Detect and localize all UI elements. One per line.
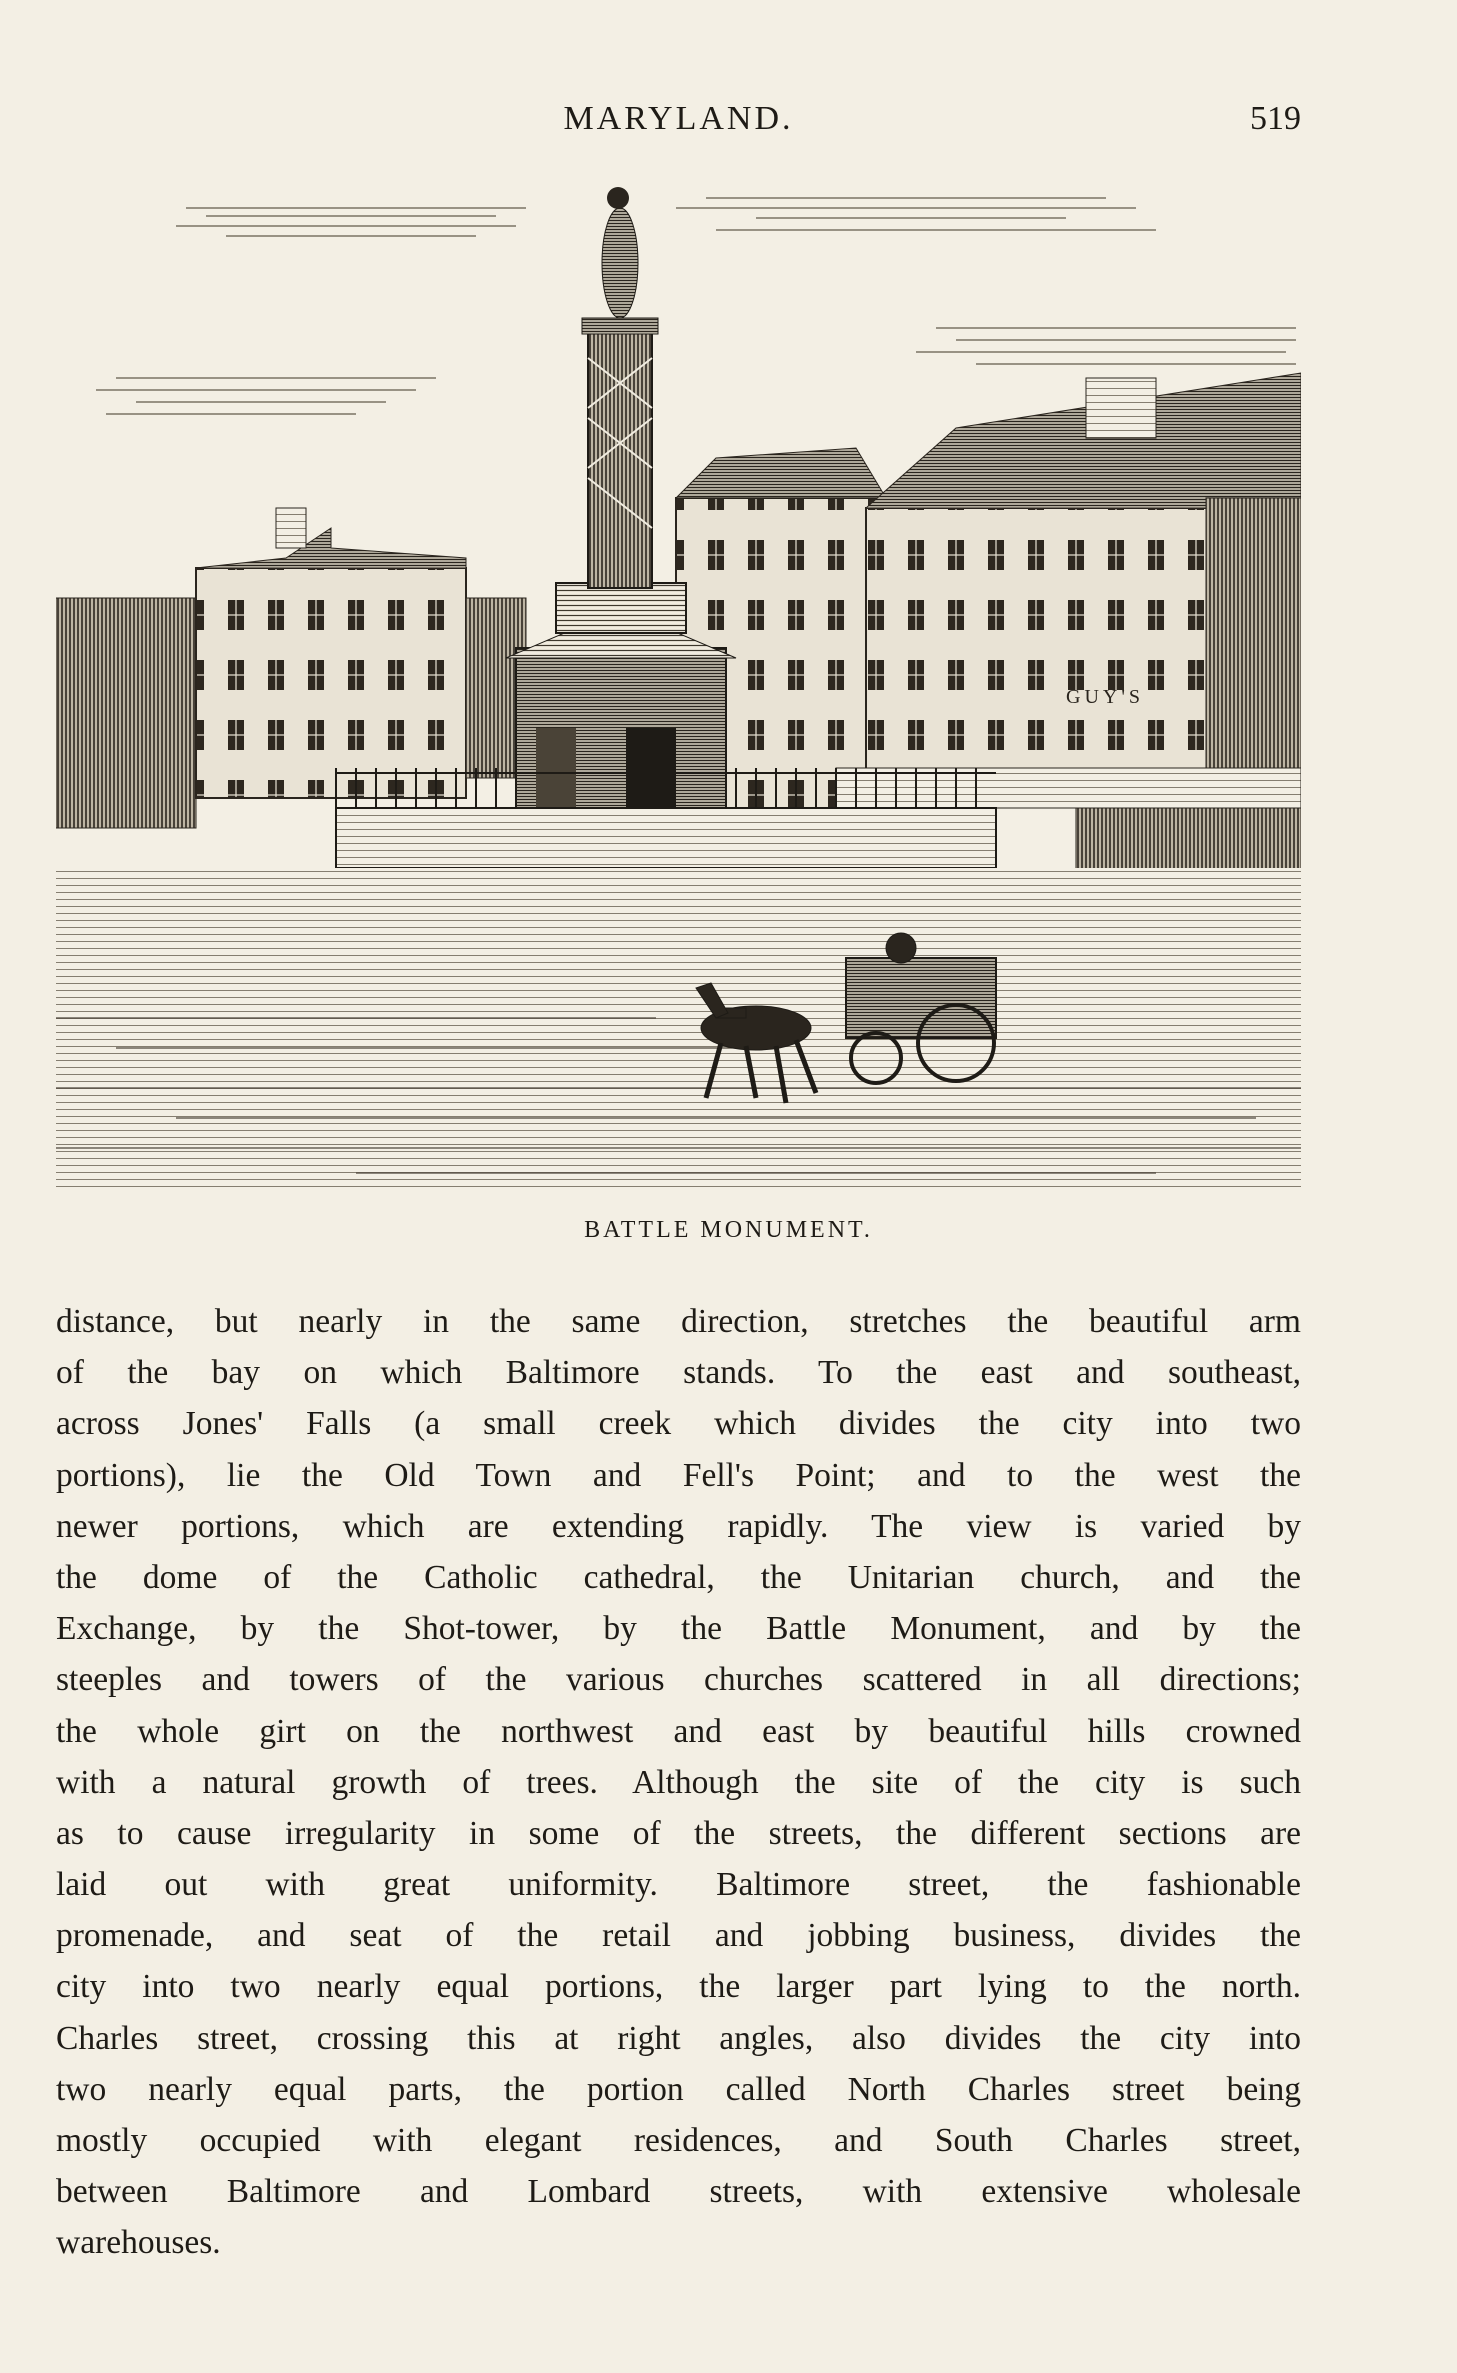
text-line: newer portions, which are extending rapidly. The view is varied by	[56, 1507, 1301, 1545]
text-line: distance, but nearly in the same direction, stretches the beautiful arm	[56, 1303, 1301, 1340]
text-line: city into two nearly equal portions, the larger part lying to the north.	[56, 1968, 1301, 2006]
text-line: across Jones' Falls (a small creek which divides the city into two	[56, 1405, 1301, 1443]
page-number: 519	[1250, 100, 1301, 137]
body-text	[56, 1296, 1301, 2269]
text-line: promenade, and seat of the retail and jobbing business, divides the	[56, 1917, 1301, 1955]
text-line: mostly occupied with elegant residences, and South Charles street,	[56, 2122, 1301, 2159]
running-head: MARYLAND.	[563, 100, 794, 137]
text-line: the dome of the Catholic cathedral, the Unitarian church, and the	[56, 1558, 1301, 1596]
text-line: steeples and towers of the various churches scattered in all directions;	[56, 1661, 1301, 1699]
figure-caption: BATTLE MONUMENT.	[584, 1217, 873, 1243]
text-line: with a natural growth of trees. Although the site of the city is such	[56, 1763, 1301, 1801]
text-line: laid out with great uniformity. Baltimore street, the fashionable	[56, 1866, 1301, 1904]
text-line: Charles street, crossing this at right angles, also divides the city into	[56, 2019, 1301, 2057]
battle-monument-engraving	[56, 168, 1301, 1193]
text-line: of the bay on which Baltimore stands. To the east and southeast,	[56, 1354, 1301, 1392]
guys-sign: GUY'S	[1066, 686, 1145, 708]
text-line: as to cause irregularity in some of the streets, the different sections are	[56, 1814, 1301, 1852]
text-line: the whole girt on the northwest and east by beautiful hills crowned	[56, 1712, 1301, 1750]
text-line: two nearly equal parts, the portion called North Charles street being	[56, 2070, 1301, 2108]
street	[56, 868, 1301, 1193]
text-line: Exchange, by the Shot-tower, by the Battle Monument, and by the	[56, 1610, 1301, 1648]
text-line: portions), lie the Old Town and Fell's Point; and to the west the	[56, 1456, 1301, 1494]
page-header	[56, 100, 1301, 150]
text-line: warehouses.	[56, 2224, 221, 2262]
text-line: between Baltimore and Lombard streets, with extensive wholesale	[56, 2173, 1301, 2211]
